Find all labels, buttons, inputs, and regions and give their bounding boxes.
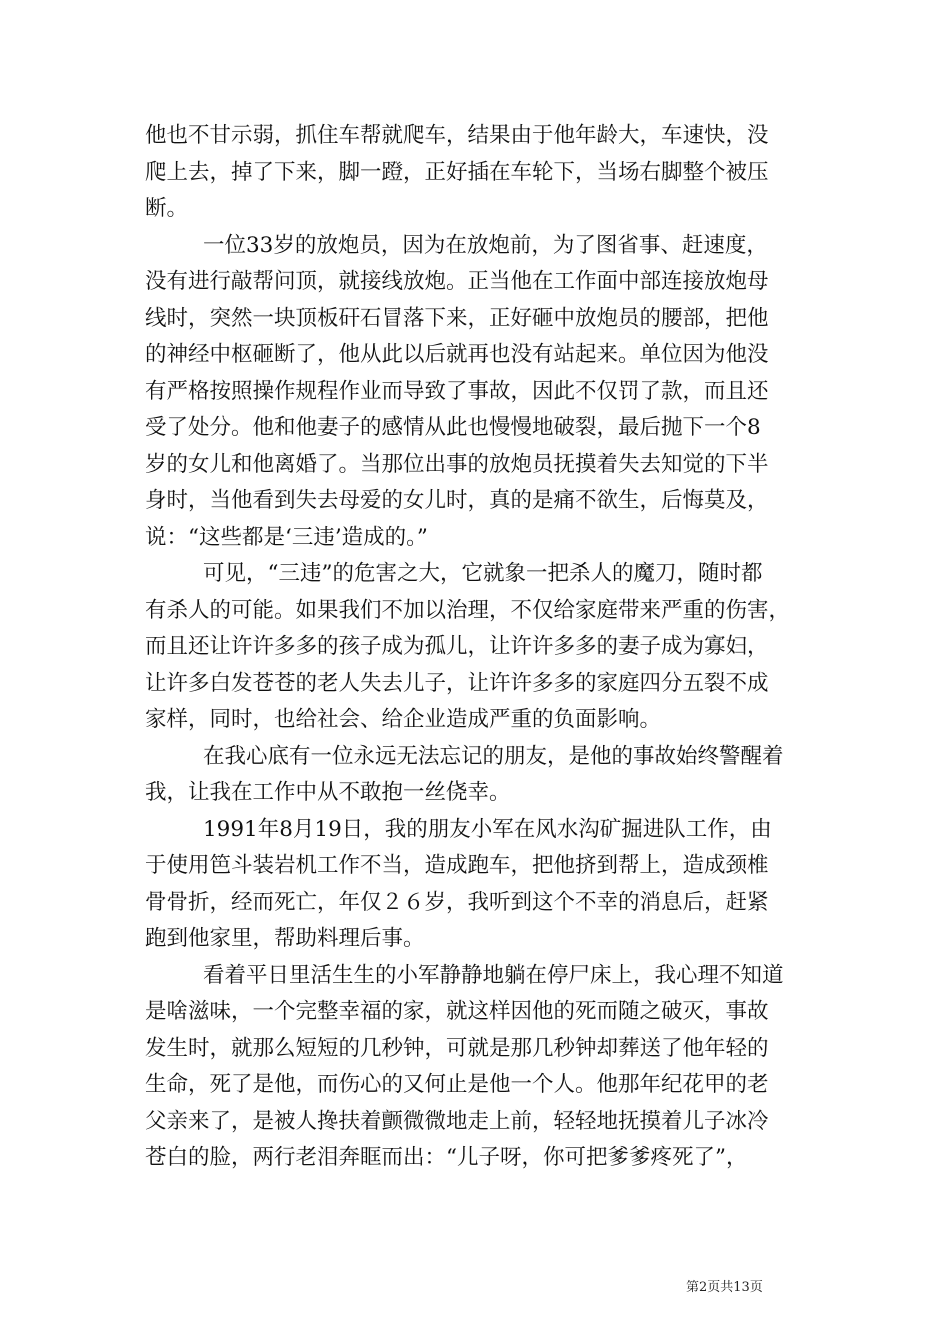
text-line: 的神经中枢砸断了，他从此以后就再也没有站起来。单位因为他没 <box>145 342 769 367</box>
text-line: 岁的女儿和他离婚了。当那位出事的放炮员抚摸着失去知觉的下半 <box>145 451 769 477</box>
page-number-footer: 第2页共13页 <box>686 1280 763 1295</box>
text-line: 父亲来了，是被人搀扶着颤微微地走上前，轻轻地抚摸着儿子冰冷 <box>145 1108 769 1134</box>
text-line: 爬上去，掉了下来，脚一蹬，正好插在车轮下，当场右脚整个被压 <box>145 159 769 185</box>
text-line: 而且还让许许多多的孩子成为孤儿，让许许多多的妻子成为寡妇， <box>145 634 769 659</box>
text-line: 可见，“三违”的危害之大，它就象一把杀人的魔刀，随时都 <box>203 561 763 586</box>
text-line: 有杀人的可能。如果我们不加以治理，不仅给家庭带来严重的伤害， <box>145 597 791 623</box>
text-line: 我，让我在工作中从不敢抱一丝侥幸。 <box>145 780 511 805</box>
text-line: 骨骨折，经而死亡，年仅２６岁，我听到这个不幸的消息后，赶紧 <box>145 889 769 915</box>
text-line: 跑到他家里，帮助料理后事。 <box>145 926 425 951</box>
text-line: 苍白的脸，两行老泪奔眶而出：“儿子呀，你可把爹爹疼死了”， <box>145 1145 748 1170</box>
text-line: 断。 <box>145 196 189 221</box>
text-line: 有严格按照操作规程作业而导致了事故，因此不仅罚了款，而且还 <box>145 378 769 404</box>
text-line: 让许多白发苍苍的老人失去儿子，让许许多多的家庭四分五裂不成 <box>145 670 769 696</box>
text-line: 说：“这些都是‘三违’造成的。” <box>145 524 428 550</box>
text-line: 在我心底有一位永远无法忘记的朋友，是他的事故始终警醒着 <box>203 743 784 769</box>
text-line: 一位33岁的放炮员，因为在放炮前，为了图省事、赶速度， <box>203 232 768 258</box>
text-line: 1991年8月19日，我的朋友小军在风水沟矿掘进队工作，由 <box>203 816 772 842</box>
text-line: 于使用笆斗装岩机工作不当，造成跑车，把他挤到帮上，造成颈椎 <box>145 853 769 878</box>
text-line: 没有进行敲帮问顶，就接线放炮。正当他在工作面中部连接放炮母 <box>145 269 769 294</box>
text-line: 他也不甘示弱，抓住车帮就爬车，结果由于他年龄大，车速快，没 <box>145 123 769 148</box>
text-line: 线时，突然一块顶板矸石冒落下来，正好砸中放炮员的腰部，把他 <box>145 305 769 331</box>
text-line: 是啥滋味，一个完整幸福的家，就这样因他的死而随之破灭，事故 <box>145 999 769 1024</box>
text-line: 身时，当他看到失去母爱的女儿时，真的是痛不欲生，后悔莫及， <box>145 488 769 513</box>
text-line: 发生时，就那么短短的几秒钟，可就是那几秒钟却葬送了他年轻的 <box>145 1035 769 1061</box>
text-line: 生命，死了是他，而伤心的又何止是他一个人。他那年纪花甲的老 <box>145 1072 769 1097</box>
body-text <box>145 118 825 1177</box>
text-line: 家样，同时，也给社会、给企业造成严重的负面影响。 <box>145 707 662 732</box>
text-line: 受了处分。他和他妻子的感情从此也慢慢地破裂，最后抛下一个8 <box>145 415 761 440</box>
text-line: 看着平日里活生生的小军静静地躺在停尸床上，我心理不知道 <box>203 962 784 988</box>
